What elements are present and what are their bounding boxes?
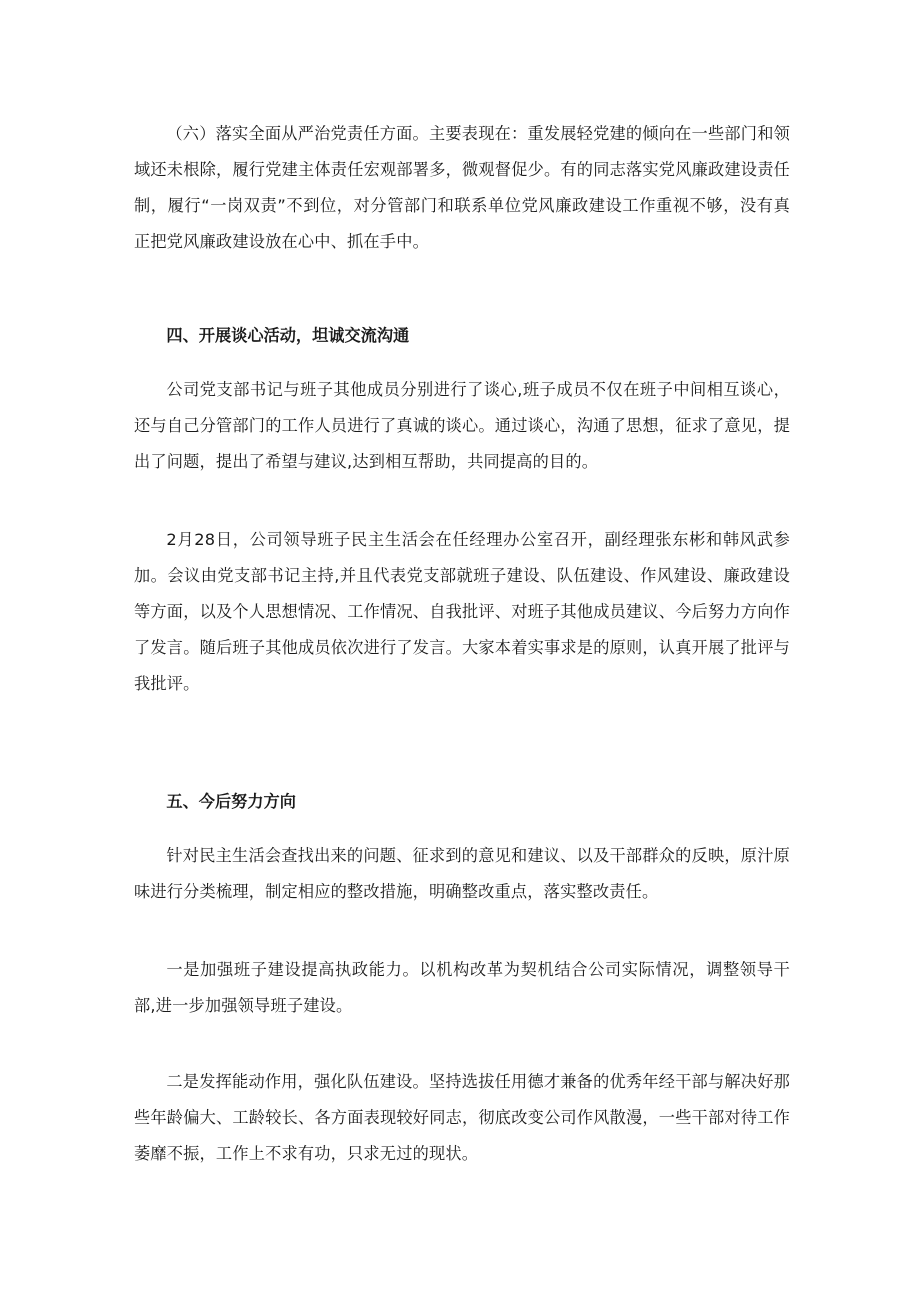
section-5-paragraph-team-building: 一是加强班子建设提高执政能力。以机构改革为契机结合公司实际情况，调整领导干部,进一步加强领导班子建设。 (134, 960, 790, 1015)
section-4-heading: 四、开展谈心活动，坦诚交流沟通 (166, 326, 410, 345)
section-5-paragraph-workforce: 二是发挥能动作用，强化队伍建设。坚持选拔任用德才兼备的优秀年经干部与解决好那些年龄偏大、工龄较长、各方面表现较好同志，彻底改变公司作风散漫，一些干部对待工作萎靡不振，工作上不求有功，只求无过的现状。 (134, 1072, 790, 1163)
section-5-heading: 五、今后努力方向 (166, 792, 296, 811)
paragraph-6-party-responsibility: （六）落实全面从严治党责任方面。主要表现在：重发展轻党建的倾向在一些部门和领域还未根除，履行党建主体责任宏观部署多，微观督促少。有的同志落实党风廉政建设责任制，履行“一岗双责”不到位，对分管部门和联系单位党风廉政建设工作重视不够，没有真正把党风廉政建设放在心中、抓在手中。 (134, 124, 790, 251)
section-5-paragraph-rectification: 针对民主生活会查找出来的问题、征求到的意见和建议、以及干部群众的反映，原汁原味进行分类梳理，制定相应的整改措施，明确整改重点，落实整改责任。 (134, 846, 790, 901)
section-4-paragraph-talks: 公司党支部书记与班子其他成员分别进行了谈心,班子成员不仅在班子中间相互谈心，还与自己分管部门的工作人员进行了真诚的谈心。通过谈心，沟通了思想，征求了意见，提出了问题，提出了希望与建议,达到相互帮助，共同提高的目的。 (134, 380, 790, 471)
section-4-paragraph-meeting: 2月28日，公司领导班子民主生活会在任经理办公室召开，副经理张东彬和韩风武参加。会议由党支部书记主持,并且代表党支部就班子建设、队伍建设、作风建设、廉政建设等方面，以及个人思想情况、工作情况、自我批评、对班子其他成员建议、今后努力方向作了发言。随后班子其他成员依次进行了发言。大家本着实事求是的原则，认真开展了批评与我批评。 (134, 530, 790, 693)
